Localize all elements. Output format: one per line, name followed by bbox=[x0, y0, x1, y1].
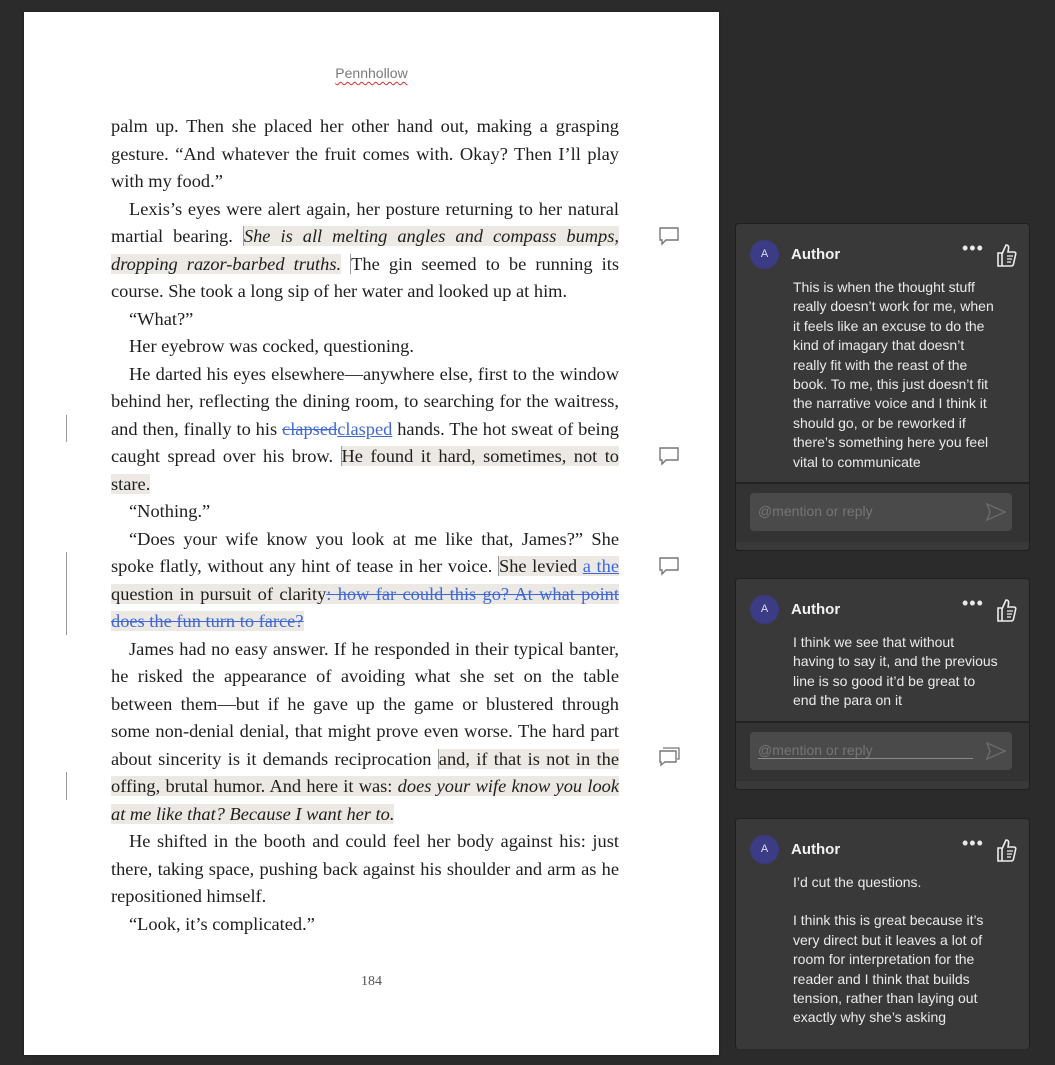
tracked-insertion[interactable]: a the bbox=[582, 556, 619, 576]
reply-box[interactable] bbox=[750, 732, 1012, 770]
comment-text: I think we see that without having to say it, and the previous line is so good it’d be great to end the para on it bbox=[793, 634, 998, 709]
commented-text[interactable]: She levied a the question in pursuit of clarity: how far could this go? At what point does the fun turn to farce? bbox=[111, 556, 619, 631]
like-icon[interactable] bbox=[994, 597, 1018, 623]
page-header bbox=[24, 65, 719, 81]
send-icon[interactable] bbox=[986, 742, 1006, 760]
avatar: A bbox=[750, 595, 779, 624]
change-bar bbox=[66, 772, 67, 800]
tracked-deletion[interactable]: clapsed bbox=[282, 418, 338, 439]
document-body[interactable] bbox=[111, 113, 619, 938]
tracked-deletion[interactable]: : how far could this go? At what point does the fun turn to farce? bbox=[111, 583, 619, 631]
comment-card[interactable] bbox=[735, 223, 1030, 551]
comment-author: Author bbox=[791, 601, 841, 618]
like-icon[interactable] bbox=[994, 837, 1018, 863]
comment-author: Author bbox=[791, 841, 841, 858]
comment-text: I’d cut the questions. I think this is great because it’s very direct but it leaves a lot of room for interpretation for the reader and I think that builds tension, rather than laying out exactly why she’s asking bbox=[793, 874, 984, 1026]
reply-input[interactable] bbox=[758, 742, 973, 759]
more-options-icon[interactable]: ••• bbox=[962, 593, 984, 613]
comment-icon[interactable] bbox=[657, 226, 681, 246]
paragraph[interactable]: Lexis’s eyes were alert again, her posture returning to her natural martial bearing. She is all melting angles and compass bumps, dropping razor-barbed truths. The gin seemed to be running its course. She took a long sip of her water and looked up at him. bbox=[111, 198, 619, 301]
comment-text: This is when the thought stuff really doesn’t work for me, when it feels like an excuse to do the kind of imagary that doesn’t really fit with the reast of the book. To me, this just doesn’t fit the narrative voice and I think it should go, or be reworked if there’s something here you feel vital to communicate bbox=[793, 279, 994, 470]
paragraph[interactable]: Her eyebrow was cocked, questioning. bbox=[129, 336, 414, 356]
change-bar bbox=[66, 415, 67, 442]
commented-text[interactable]: She is all melting angles and compass bumps, dropping razor-barbed truths. bbox=[111, 226, 619, 274]
paragraph[interactable]: “Look, it’s complicated.” bbox=[129, 913, 315, 934]
reply-box[interactable] bbox=[750, 493, 1012, 531]
paragraph[interactable]: “Does your wife know you look at me like that, James?” She spoke flatly, without any hint of tease in her voice. She levied a the question in pursuit of clarity: how far could this go? At what point does the fun turn to farce? bbox=[111, 528, 619, 631]
paragraph[interactable]: He shifted in the booth and could feel her body against his: just there, taking space, pushing back against his shoulder and arm as he repositioned himself. bbox=[111, 831, 619, 906]
paragraph[interactable]: “Nothing.” bbox=[129, 501, 211, 521]
reply-input[interactable] bbox=[758, 503, 973, 519]
tracked-insertion[interactable]: clasped bbox=[337, 418, 393, 439]
comment-card[interactable] bbox=[735, 578, 1030, 790]
commented-text[interactable]: and, if that is not in the offing, brutal humor. And here it was: does your wife know you look at me like that? Because I want her to. bbox=[111, 748, 619, 824]
multiple-comments-icon[interactable] bbox=[657, 747, 681, 767]
avatar: A bbox=[750, 835, 779, 864]
commented-text[interactable]: He found it hard, sometimes, not to stare. bbox=[111, 446, 619, 494]
comment-icon[interactable] bbox=[657, 556, 681, 576]
comment-card[interactable] bbox=[735, 818, 1030, 1049]
page-number: 184 bbox=[361, 974, 382, 989]
paragraph[interactable]: He darted his eyes elsewhere—anywhere else, first to the window behind her, reflecting the dining room, to searching for the waitress, and then, finally to his clapsedclasped hands. The hot sweat of being caught spread over his brow. He found it hard, sometimes, not to stare. bbox=[111, 363, 619, 494]
comment-header bbox=[736, 224, 1029, 284]
comment-author: Author bbox=[791, 246, 841, 263]
change-bar bbox=[66, 552, 67, 635]
send-icon[interactable] bbox=[986, 503, 1006, 521]
document-page bbox=[24, 12, 719, 1055]
reply-area bbox=[736, 721, 1029, 781]
comment-header bbox=[736, 579, 1029, 639]
more-options-icon[interactable]: ••• bbox=[962, 238, 984, 258]
like-icon[interactable] bbox=[994, 242, 1018, 268]
reply-area bbox=[736, 482, 1029, 542]
paragraph[interactable]: “What?” bbox=[129, 308, 194, 329]
comment-icon[interactable] bbox=[657, 446, 681, 466]
comment-header bbox=[736, 819, 1029, 879]
paragraph[interactable]: James had no easy answer. If he responded in their typical banter, he risked the appearance of avoiding what she set on the table between them—but if he gave up the game or blustered through some non-denial denial, that might prove even worse. The hard part about sincerity is it demands reciprocation and, if that is not in the offing, brutal humor. And here it was: does your wife know you look at me like that? Because I want her to. bbox=[111, 638, 619, 824]
header-title[interactable]: Pennhollow bbox=[335, 65, 408, 81]
more-options-icon[interactable]: ••• bbox=[962, 833, 984, 853]
paragraph[interactable]: palm up. Then she placed her other hand out, making a grasping gesture. “And whatever the fruit comes with. Okay? Then I’ll play with my food.” bbox=[111, 116, 619, 191]
avatar: A bbox=[750, 240, 779, 269]
